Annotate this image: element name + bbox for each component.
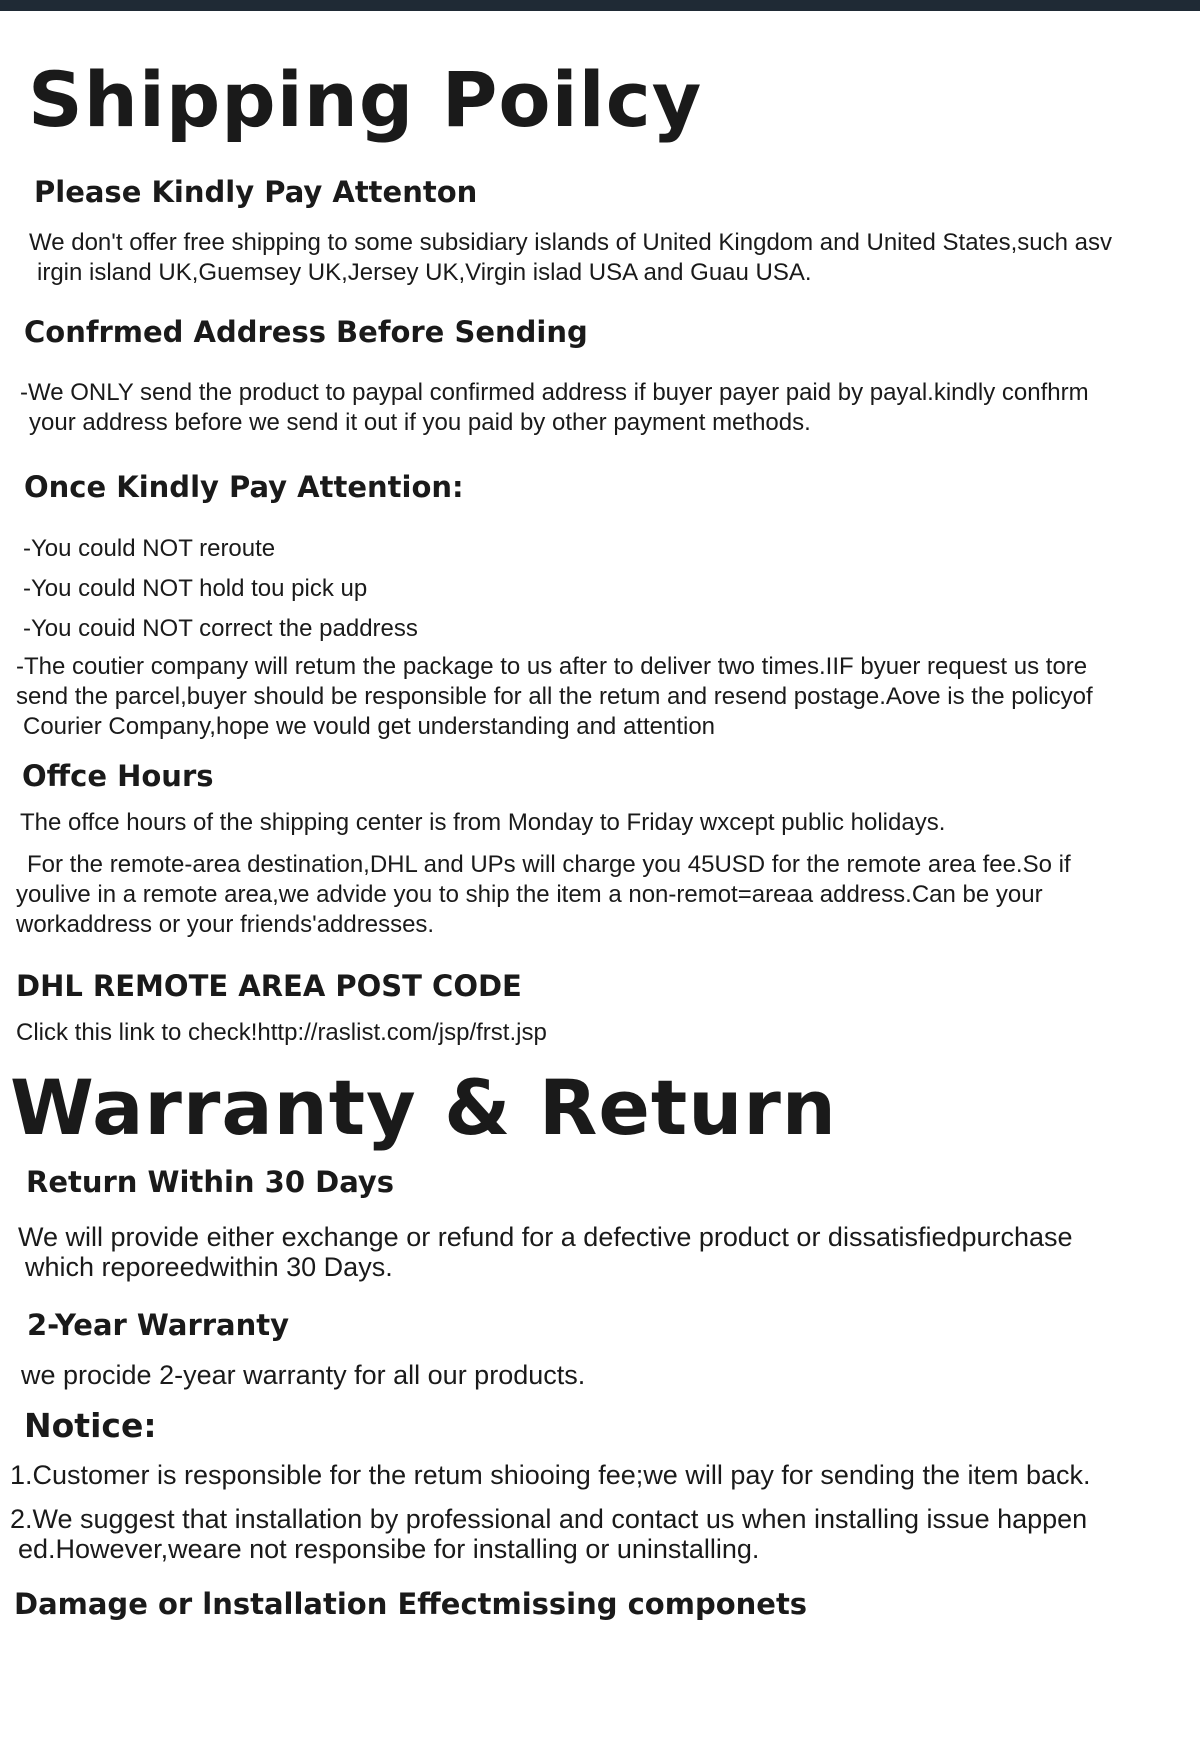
remote-area-line1: For the remote-area destination,DHL and UPs will charge you 45USD for the remote area fee.So if (27, 851, 1071, 878)
remote-area-line2: youlive in a remote area,we advide you to ship the item a non-remot=areaa address.Can be your (16, 881, 1043, 908)
notice-heading: Notice: (24, 1406, 157, 1445)
courier-text-line1: -The coutier company will retum the package to us after to deliver two times.IIF byuer request us tore (16, 653, 1088, 680)
return-30-days-heading: Return Within 30 Days (26, 1165, 395, 1199)
dhl-link-text[interactable]: Click this link to check!http://raslist.com/jsp/frst.jsp (16, 1019, 547, 1046)
dhl-remote-heading: DHL REMOTE AREA POST CODE (16, 969, 522, 1003)
top-bar (0, 0, 1200, 11)
attention-text-line2: irgin island UK,Guemsey UK,Jersey UK,Virgin islad USA and Guau USA. (37, 259, 812, 286)
return-text-line2: which reporeedwithin 30 Days. (25, 1252, 393, 1282)
damage-installation-heading: Damage or lnstallation Effectmissing componets (14, 1587, 808, 1621)
warranty-text: we procide 2-year warranty for all our products. (21, 1360, 586, 1390)
confirm-address-line2: your address before we send it out if you paid by other payment methods. (29, 409, 811, 436)
courier-text-line3: Courier Company,hope we vould get understanding and attention (23, 713, 716, 740)
once-list-item: -You could NOT hold tou pick up (23, 575, 368, 602)
office-hours-text: The offce hours of the shipping center is from Monday to Friday wxcept public holidays. (20, 809, 946, 836)
courier-text-line2: send the parcel,buyer should be responsible for all the retum and resend postage.Aove is the policyof (16, 683, 1093, 710)
shipping-policy-title: Shipping Poilcy (28, 55, 703, 144)
confirm-address-line1: -We ONLY send the product to paypal confirmed address if buyer payer paid by payal.kindly confhrm (20, 379, 1089, 406)
notice-item-2-line1: 2.We suggest that installation by professional and contact us when installing issue happen (10, 1504, 1088, 1534)
warranty-return-title: Warranty & Return (10, 1063, 837, 1152)
confirm-address-heading: Confrmed Address Before Sending (24, 315, 588, 349)
office-hours-heading: Offce Hours (22, 759, 214, 793)
attention-text-line1: We don't offer free shipping to some subsidiary islands of United Kingdom and United States,such asv (29, 229, 1112, 256)
once-list-item: -You couid NOT correct the paddress (23, 615, 418, 642)
return-text-line1: We will provide either exchange or refund for a defective product or dissatisfiedpurchase (18, 1222, 1073, 1252)
once-list-item: -You could NOT reroute (23, 535, 276, 562)
attention-heading: Please Kindly Pay Attenton (34, 175, 478, 209)
once-attention-heading: Once Kindly Pay Attention: (24, 470, 464, 504)
notice-item-1: 1.Customer is responsible for the retum shiooing fee;we will pay for sending the item back. (10, 1460, 1091, 1490)
remote-area-line3: workaddress or your friends'addresses. (16, 911, 435, 938)
notice-item-2-line2: ed.However,weare not responsibe for installing or uninstalling. (18, 1534, 760, 1564)
two-year-warranty-heading: 2-Year Warranty (27, 1308, 290, 1342)
